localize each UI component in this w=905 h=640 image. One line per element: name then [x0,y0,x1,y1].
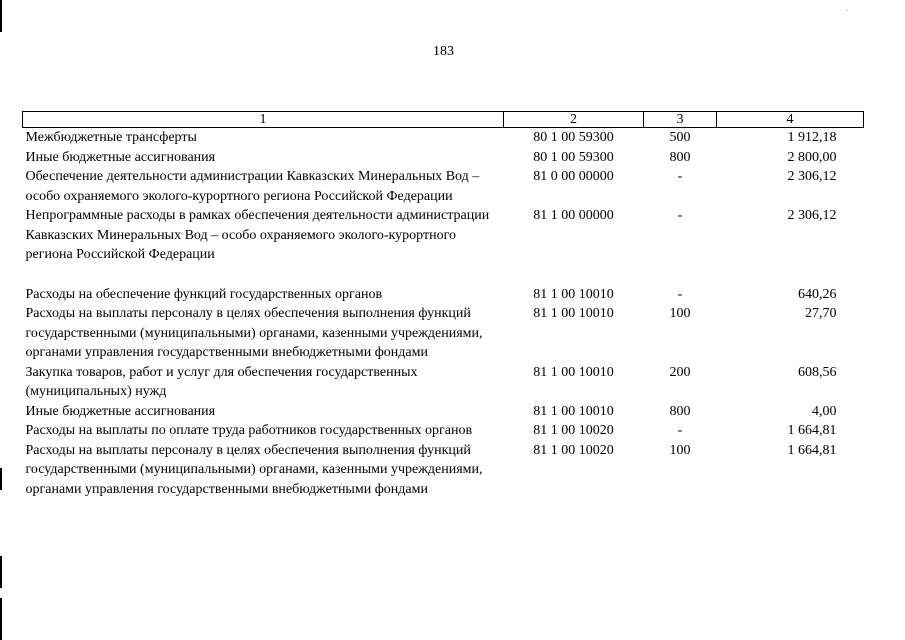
budget-table [22,111,864,499]
row-name: Расходы на выплаты персоналу в целях обеспечения выполнения функций государственными (муниципальными) органами, казенными учреждениями, органами управления государственными внебюджетными фондами [25,442,483,497]
column-header-type: 3 [644,112,717,128]
scan-edge-mark [0,598,2,640]
row-type: 100 [669,442,691,458]
row-code: 81 1 00 10010 [533,403,614,419]
scan-edge-mark [0,468,2,490]
table-row [23,285,864,305]
row-code: 81 1 00 10010 [533,306,614,321]
row-code: 80 1 00 59300 [533,149,614,165]
row-type: - [677,286,683,302]
table-spacer-row [23,265,864,285]
row-sum: 2 306,12 [787,208,837,223]
row-type: - [677,169,683,184]
row-code: 81 1 00 10020 [533,442,614,458]
row-type: 200 [669,364,691,380]
row-name: Иные бюджетные ассигнования [25,403,216,419]
row-type: 100 [669,306,691,321]
row-name: Непрограммные расходы в рамках обеспечения деятельности администрации Кавказских Минеральных Вод – особо охраняемого эколого-курортного региона Российской Федерации [25,208,490,262]
row-name: Расходы на выплаты персоналу в целях обеспечения выполнения функций государственными (муниципальными) органами, казенными учреждениями, органами управления государственными внебюджетными фондами [25,306,483,360]
table-row [23,421,864,441]
table-row [23,128,864,148]
row-code: 81 1 00 00000 [533,208,614,223]
row-sum: 2 306,12 [787,169,837,184]
row-name: Расходы на обеспечение функций государственных органов [25,286,383,302]
spacer-cell [23,265,864,285]
row-code: 81 1 00 10020 [533,423,614,438]
row-type: - [677,423,683,438]
scan-edge-mark [0,556,2,588]
table-row [23,402,864,422]
row-name: Межбюджетные трансферты [25,130,197,145]
row-type: 800 [669,149,691,165]
table-row [23,363,864,402]
table-row [23,206,864,265]
table-row [23,167,864,206]
scan-speck [846,10,847,11]
row-name: Иные бюджетные ассигнования [25,149,216,165]
row-code: 81 0 00 00000 [533,169,614,184]
row-code: 81 1 00 10010 [533,286,614,302]
column-header-name: 1 [23,112,504,128]
row-sum: 2 800,00 [787,149,837,165]
row-name: Обеспечение деятельности администрации Кавказских Минеральных Вод – особо охраняемого эколого-курортного региона Российской Федерации [25,169,480,204]
table-row [23,304,864,363]
table-header-row [23,112,864,128]
table-row [23,148,864,168]
table-row [23,441,864,500]
row-type: 800 [669,403,691,419]
row-sum: 27,70 [805,306,837,321]
row-name: Расходы на выплаты по оплате труда работников государственных органов [25,423,473,438]
column-header-sum: 4 [717,112,864,128]
row-name: Закупка товаров, работ и услуг для обеспечения государственных (муниципальных) нужд [25,364,418,399]
row-sum: 1 912,18 [787,130,837,145]
row-sum: 608,56 [798,364,837,380]
row-sum: 640,26 [798,286,837,302]
row-code: 80 1 00 59300 [533,130,614,145]
scan-edge-mark [0,0,2,32]
row-sum: 1 664,81 [787,442,837,458]
column-header-code: 2 [504,112,644,128]
row-type: 500 [669,130,691,145]
row-code: 81 1 00 10010 [533,364,614,380]
row-type: - [677,208,683,223]
page-number: 183 [433,44,454,59]
row-sum: 4,00 [812,403,837,419]
row-sum: 1 664,81 [787,423,837,438]
